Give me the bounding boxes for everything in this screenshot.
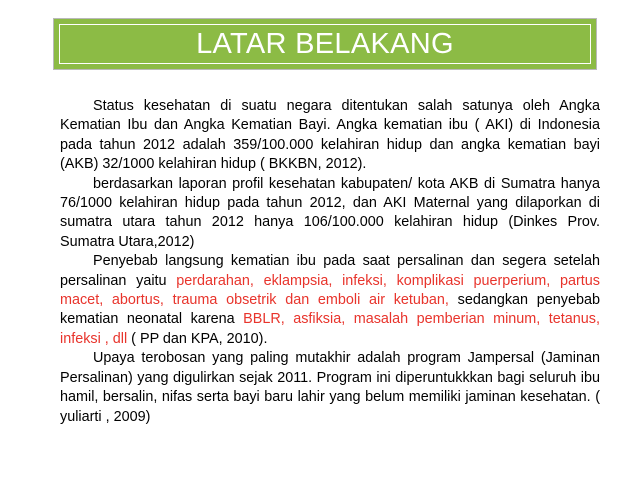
paragraph-2: berdasarkan laporan profil kesehatan kabupaten/ kota AKB di Sumatra hanya 76/1000 kelahiran hidup pada tahun 2012, dan AKI Maternal yang dilaporkan di sumatra utara tahun 2012 hanya 106/100.000 kelahiran hidup (Dinkes Prov. Sumatra Utara,2012) — [60, 175, 600, 250]
title-banner — [53, 18, 597, 70]
slide-title: LATAR BELAKANG — [196, 28, 454, 60]
maternal-causes-highlight: perdarahan, eklampsia, infeksi, komplikasi puerperium, partus macet, abortus, trauma obsetrik dan emboli air ketuban, — [60, 272, 600, 309]
paragraph-3-text-1: Penyebab langsung kematian ibu pada saat persalinan dan segera setelah persalinan yaitu — [60, 253, 600, 289]
paragraph-3 — [60, 252, 600, 349]
paragraph-1: Status kesehatan di suatu negara ditentukan salah satunya oleh Angka Kematian Ibu dan Angka Kematian Bayi. Angka kematian ibu ( AKI) di Indonesia pada tahun 2012 adalah 359/100.000 kelahiran hidup dan angka kematian bayi (AKB) 32/1000 kelahiran hidup ( BKKBN, 2012). — [60, 98, 600, 173]
neonatal-causes-highlight: BBLR, asfiksia, masalah pemberian minum, tetanus, infeksi , dll — [60, 311, 600, 347]
paragraph-4: Upaya terobosan yang paling mutakhir adalah program Jampersal (Jaminan Persalinan) yang digulirkan sejak 2011. Program ini diperuntukkkan bagi seluruh ibu hamil, bersalin, nifas serta bayi baru lahir yang belum memiliki jaminan kesehatan. ( yuliarti , 2009) — [60, 350, 600, 425]
slide-body — [60, 97, 600, 427]
paragraph-3-text-2: sedangkan penyebab kematian neonatal karena — [60, 292, 600, 328]
paragraph-3-text-3: ( PP dan KPA, 2010). — [127, 330, 268, 347]
